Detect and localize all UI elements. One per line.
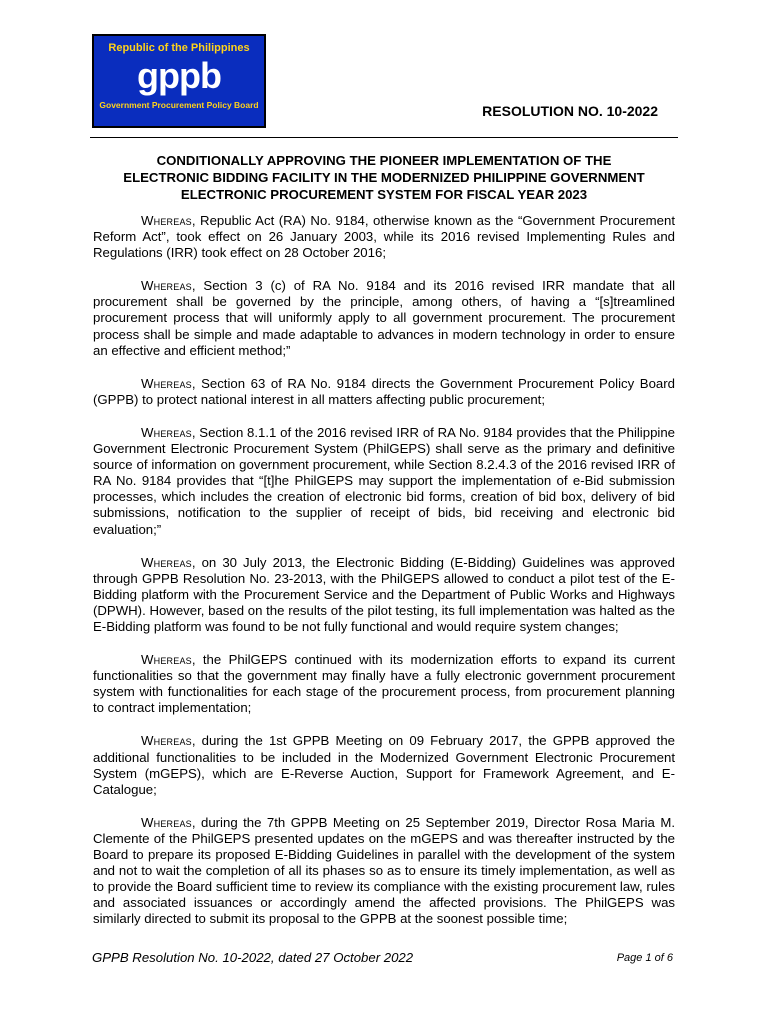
whereas-lead: Whereas — [141, 733, 192, 749]
title-line-2: ELECTRONIC BIDDING FACILITY IN THE MODERNIZED PHILIPPINE GOVERNMENT — [123, 170, 645, 185]
logo-main-text: gppb — [137, 55, 221, 96]
paragraph-text: , on 30 July 2013, the Electronic Bidding (E-Bidding) Guidelines was approved through GPPB Resolution No. 23-2013, with the PhilGEPS allowed to conduct a pilot test of the E-Bidding platform with the Procurement Service and the Department of Public Works and Highways (DPWH). However, based on the results of the pilot testing, its full implementation was halted as the E-Bidding platform was found to be not fully functional and would require system changes; — [93, 554, 675, 634]
whereas-paragraph — [93, 652, 675, 716]
whereas-lead: Whereas — [141, 554, 192, 570]
gppb-logo — [92, 34, 266, 128]
whereas-paragraph — [93, 278, 675, 358]
footer-citation: GPPB Resolution No. 10-2022, dated 27 October 2022 — [92, 950, 414, 965]
whereas-lead: Whereas — [141, 814, 192, 830]
whereas-paragraph — [93, 376, 675, 408]
logo-bottom-text: Government Procurement Policy Board — [99, 100, 259, 110]
resolution-number: RESOLUTION NO. 10-2022 — [482, 103, 658, 119]
paragraph-text: , Republic Act (RA) No. 9184, otherwise known as the “Government Procurement Reform Act”, took effect on 26 January 2003, while its 2016 revised Implementing Rules and Regulations (IRR) took effect on 28 October 2016; — [93, 213, 675, 261]
whereas-lead: Whereas — [141, 424, 192, 440]
whereas-lead: Whereas — [141, 652, 192, 668]
whereas-paragraph — [93, 555, 675, 635]
whereas-lead: Whereas — [141, 278, 192, 294]
whereas-paragraph — [93, 733, 675, 797]
title-line-3: ELECTRONIC PROCUREMENT SYSTEM FOR FISCAL YEAR 2023 — [180, 187, 588, 202]
paragraph-text: , the PhilGEPS continued with its modernization efforts to expand its current functionalities so that the government may finally have a fully electronic government procurement system with functionalities for each stage of the procurement process, from procurement planning to contract implementation; — [93, 652, 675, 716]
paragraph-text: , during the 1st GPPB Meeting on 09 February 2017, the GPPB approved the additional functionalities to be included in the Modernized Government Electronic Procurement System (mGEPS), which are E-Reverse Auction, Support for Framework Agreement, and E-Catalogue; — [93, 733, 675, 797]
paragraph-text: , Section 3 (c) of RA No. 9184 and its 2016 revised IRR mandate that all procurement shall be governed by the principle, among others, of having a “[s]treamlined procurement process that will uniformly apply to all government procurement. The procurement process shall be simple and made adaptable to advances in modern technology in order to ensure an effective and efficient method;” — [93, 278, 675, 358]
whereas-paragraph — [93, 425, 675, 538]
document-body — [93, 213, 675, 944]
paragraph-text: , during the 7th GPPB Meeting on 25 September 2019, Director Rosa Maria M. Clemente of the PhilGEPS presented updates on the mGEPS and was thereafter instructed by the Board to prepare its proposed E-Bidding Guidelines in parallel with the development of the system and not to wait the completion of all its phases so as to ensure its timely implementation, as well as to provide the Board sufficient time to review its compliance with the existing procurement law, rules and associated issuances or accordingly amend the affected provisions. The PhilGEPS was similarly directed to submit its proposal to the GPPB at the soonest possible time; — [93, 814, 675, 927]
whereas-paragraph — [93, 815, 675, 928]
header-divider — [90, 137, 678, 138]
paragraph-text: , Section 8.1.1 of the 2016 revised IRR of RA No. 9184 provides that the Philippine Government Electronic Procurement System (PhilGEPS) shall serve as the primary and definitive source of information on government procurement, while Section 8.2.4.3 of the 2016 revised IRR of RA No. 9184 provides that “[t]he PhilGEPS may support the implementation of e-Bid submission processes, which includes the creation of electronic bid forms, creation of bid box, delivery of bid submissions, notification to the supplier of receipt of bids, bid receiving and electronic bid evaluation;” — [93, 424, 675, 537]
logo-top-text: Republic of the Philippines — [108, 42, 250, 54]
paragraph-text: , Section 63 of RA No. 9184 directs the Government Procurement Policy Board (GPPB) to protect national interest in all matters affecting public procurement; — [93, 375, 675, 407]
title-line-1: CONDITIONALLY APPROVING THE PIONEER IMPLEMENTATION OF THE — [156, 153, 612, 168]
page-number: Page 1 of 6 — [616, 952, 673, 964]
whereas-lead: Whereas — [141, 375, 192, 391]
whereas-paragraph — [93, 213, 675, 261]
document-title — [90, 152, 678, 203]
whereas-lead: Whereas — [141, 213, 192, 228]
